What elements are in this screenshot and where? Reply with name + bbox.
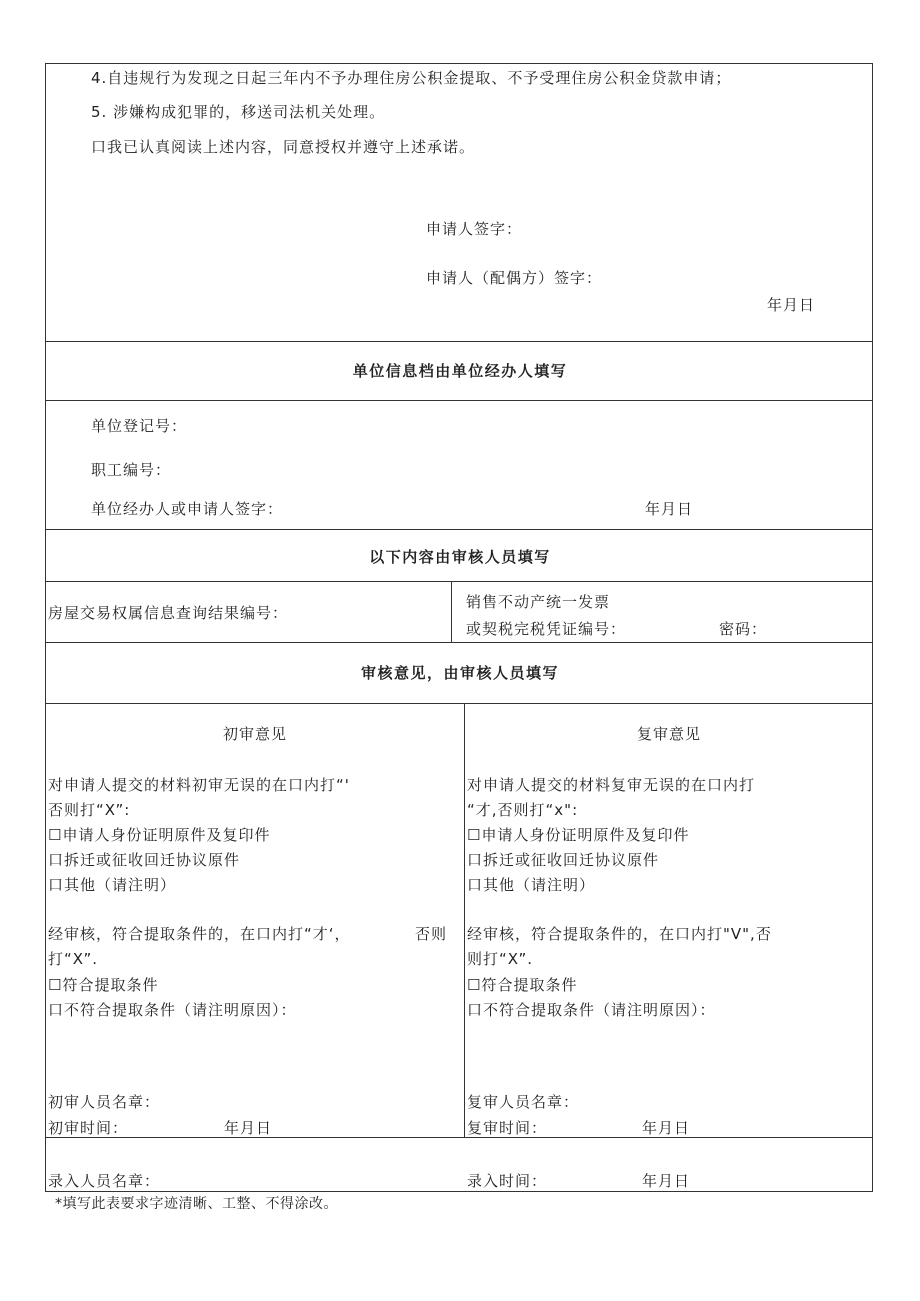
unit-reg-no-label: 单位登记号： — [91, 417, 188, 435]
unit-date: 年月日 — [645, 500, 694, 518]
invoice-label-line2: 或契税完税凭证编号： — [466, 620, 627, 638]
second-condition-line1: 经审核，符合提取条件的，在口内打"V",否 — [467, 925, 772, 943]
first-review-title: 初审意见 — [222, 725, 287, 743]
second-check-relocation[interactable]: 口拆迁或征收回迁协议原件 — [467, 851, 660, 869]
second-intro-line1: 对申请人提交的材料复审无误的在口内打 — [467, 776, 756, 794]
first-time-label: 初审时间： — [48, 1119, 129, 1137]
first-date: 年月日 — [224, 1119, 273, 1137]
first-condition-line2: 打“X”. — [48, 950, 98, 968]
divider — [464, 703, 465, 1137]
second-stamp-label: 复审人员名章： — [467, 1093, 580, 1111]
footnote: *填写此表要求字迹清晰、工整、不得涂改。 — [55, 1196, 338, 1212]
first-check-not-meet[interactable]: 口不符合提取条件（请注明原因）： — [48, 1001, 297, 1019]
withdrawal-form — [45, 63, 873, 1192]
opinion-section-header: 审核意见，由审核人员填写 — [360, 664, 559, 682]
invoice-label-line1: 销售不动产统一发票 — [466, 593, 611, 611]
employee-no-label: 职工编号： — [91, 461, 172, 479]
second-condition-line2: 则打“X”. — [467, 950, 533, 968]
divider — [46, 529, 872, 530]
second-time-label: 复审时间： — [467, 1119, 548, 1137]
second-intro-line2: “才,否则打“x": — [467, 801, 579, 819]
divider — [46, 341, 872, 342]
second-date: 年月日 — [642, 1119, 691, 1137]
entry-date: 年月日 — [642, 1172, 691, 1190]
divider — [46, 581, 872, 582]
first-intro-line1: 对申请人提交的材料初审无误的在口内打“' — [48, 776, 350, 794]
second-check-meet[interactable]: ☐符合提取条件 — [467, 976, 578, 994]
first-check-id[interactable]: ☐申请人身份证明原件及复印件 — [48, 826, 271, 844]
first-condition-line1: 经审核，符合提取条件的，在口内打“才‘， — [48, 925, 351, 943]
second-check-id[interactable]: ☐申请人身份证明原件及复印件 — [467, 826, 690, 844]
commitment-item-5: 5. 涉嫌构成犯罪的，移送司法机关处理。 — [91, 103, 386, 121]
divider — [46, 1137, 872, 1138]
password-label: 密码： — [719, 620, 768, 638]
second-check-other[interactable]: 口其他（请注明） — [467, 876, 596, 894]
commitment-item-4: 4.自违规行为发现之日起三年内不予办理住房公积金提取、不予受理住房公积金贷款申请； — [91, 69, 732, 87]
divider — [451, 581, 452, 642]
first-check-meet[interactable]: ☐符合提取条件 — [48, 976, 159, 994]
second-check-not-meet[interactable]: 口不符合提取条件（请注明原因）： — [467, 1001, 716, 1019]
entry-time-label: 录入时间： — [467, 1172, 548, 1190]
second-review-title: 复审意见 — [636, 725, 701, 743]
agree-checkbox-label[interactable]: 口我已认真阅读上述内容，同意授权并遵守上述承诺。 — [91, 138, 476, 156]
first-check-relocation[interactable]: 口拆迁或征收回迁协议原件 — [48, 851, 241, 869]
applicant-signature-label: 申请人签字： — [426, 220, 523, 238]
review-section-header: 以下内容由审核人员填写 — [369, 548, 551, 566]
first-check-other[interactable]: 口其他（请注明） — [48, 876, 177, 894]
commitment-date: 年月日 — [767, 296, 816, 314]
divider — [46, 400, 872, 401]
divider — [46, 703, 872, 704]
entry-stamp-label: 录入人员名章： — [48, 1172, 161, 1190]
unit-signature-label: 单位经办人或申请人签字： — [91, 500, 284, 518]
divider — [46, 642, 872, 643]
house-query-no-label: 房屋交易权属信息查询结果编号： — [48, 604, 289, 622]
unit-section-header: 单位信息档由单位经办人填写 — [352, 362, 568, 380]
first-condition-otherwise: 否则 — [415, 925, 448, 943]
spouse-signature-label: 申请人（配偶方）签字： — [426, 269, 603, 287]
first-stamp-label: 初审人员名章： — [48, 1093, 161, 1111]
first-intro-line2: 否则打“X”: — [48, 801, 131, 819]
